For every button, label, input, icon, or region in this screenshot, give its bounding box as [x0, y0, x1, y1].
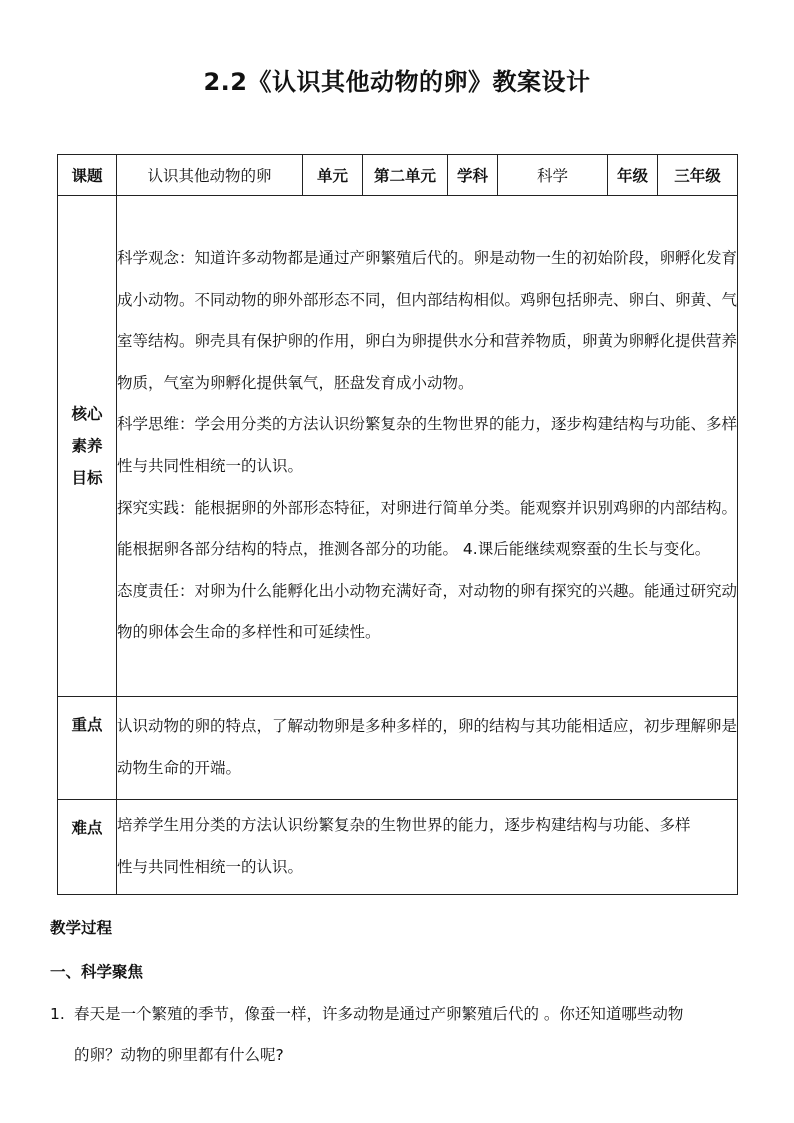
- core-literacy-label-line: 核心: [71, 405, 103, 423]
- subject-label: 学科: [448, 155, 498, 196]
- key-point-label: 重点: [58, 697, 117, 800]
- grade-value: 三年级: [658, 155, 738, 196]
- core-literacy-label-line: 素养: [71, 437, 103, 455]
- difficulty-content: 培养学生用分类的方法认识纷繁复杂的生物世界的能力，逐步构建结构与功能、多样性与共同性相统一的认识。: [117, 800, 738, 895]
- key-point-row: [58, 697, 738, 800]
- list-item-number: 1.: [50, 1005, 65, 1023]
- list-item-line: [50, 994, 750, 1035]
- subject-value: 科学: [498, 155, 608, 196]
- difficulty-row: [58, 800, 738, 895]
- core-literacy-content: [117, 196, 738, 697]
- science-focus-heading: 一、科学聚焦: [50, 963, 144, 981]
- core-literacy-label-line: 目标: [71, 469, 103, 487]
- teaching-process-heading: 教学过程: [50, 919, 113, 937]
- unit-value: 第二单元: [363, 155, 448, 196]
- grade-label: 年级: [608, 155, 658, 196]
- core-literacy-row: [58, 196, 738, 697]
- unit-label: 单元: [303, 155, 363, 196]
- header-row: [58, 155, 738, 196]
- course-label: 课题: [58, 155, 117, 196]
- attitude-responsibility-paragraph: 态度责任：对卵为什么能孵化出小动物充满好奇，对动物的卵有探究的兴趣。能通过研究动物的卵体会生命的多样性和可延续性。: [117, 581, 738, 642]
- lesson-plan-table: [57, 154, 738, 895]
- list-item-text: 春天是一个繁殖的季节，像蚕一样，许多动物是通过产卵繁殖后代的 。你还知道哪些动物: [74, 1005, 684, 1023]
- science-concept-paragraph: 科学观念：知道许多动物都是通过产卵繁殖后代的。卵是动物一生的初始阶段，卵孵化发育成小动物。不同动物的卵外部形态不同，但内部结构相似。鸡卵包括卵壳、卵白、卵黄、气室等结构。卵壳具有保护卵的作用，卵白为卵提供水分和营养物质，卵黄为卵孵化提供营养物质，气室为卵孵化提供氧气，胚盘发育成小动物。: [117, 249, 738, 392]
- list-item-continuation: 的卵？动物的卵里都有什么呢?: [74, 1046, 284, 1064]
- inquiry-practice-paragraph: 探究实践：能根据卵的外部形态特征，对卵进行简单分类。能观察并识别鸡卵的内部结构。能根据卵各部分结构的特点，推测各部分的功能。 4.课后能继续观察蚕的生长与变化。: [117, 498, 738, 559]
- page-title: 2.2《认识其他动物的卵》教案设计: [203, 68, 591, 96]
- core-literacy-label: [58, 196, 117, 697]
- difficulty-label: 难点: [58, 800, 117, 895]
- list-item: [50, 994, 750, 1076]
- science-thinking-paragraph: 科学思维：学会用分类的方法认识纷繁复杂的生物世界的能力，逐步构建结构与功能、多样性与共同性相统一的认识。: [117, 415, 738, 475]
- key-point-content: 认识动物的卵的特点，了解动物卵是多种多样的，卵的结构与其功能相适应，初步理解卵是动物生命的开端。: [117, 697, 738, 800]
- course-value: 认识其他动物的卵: [117, 155, 303, 196]
